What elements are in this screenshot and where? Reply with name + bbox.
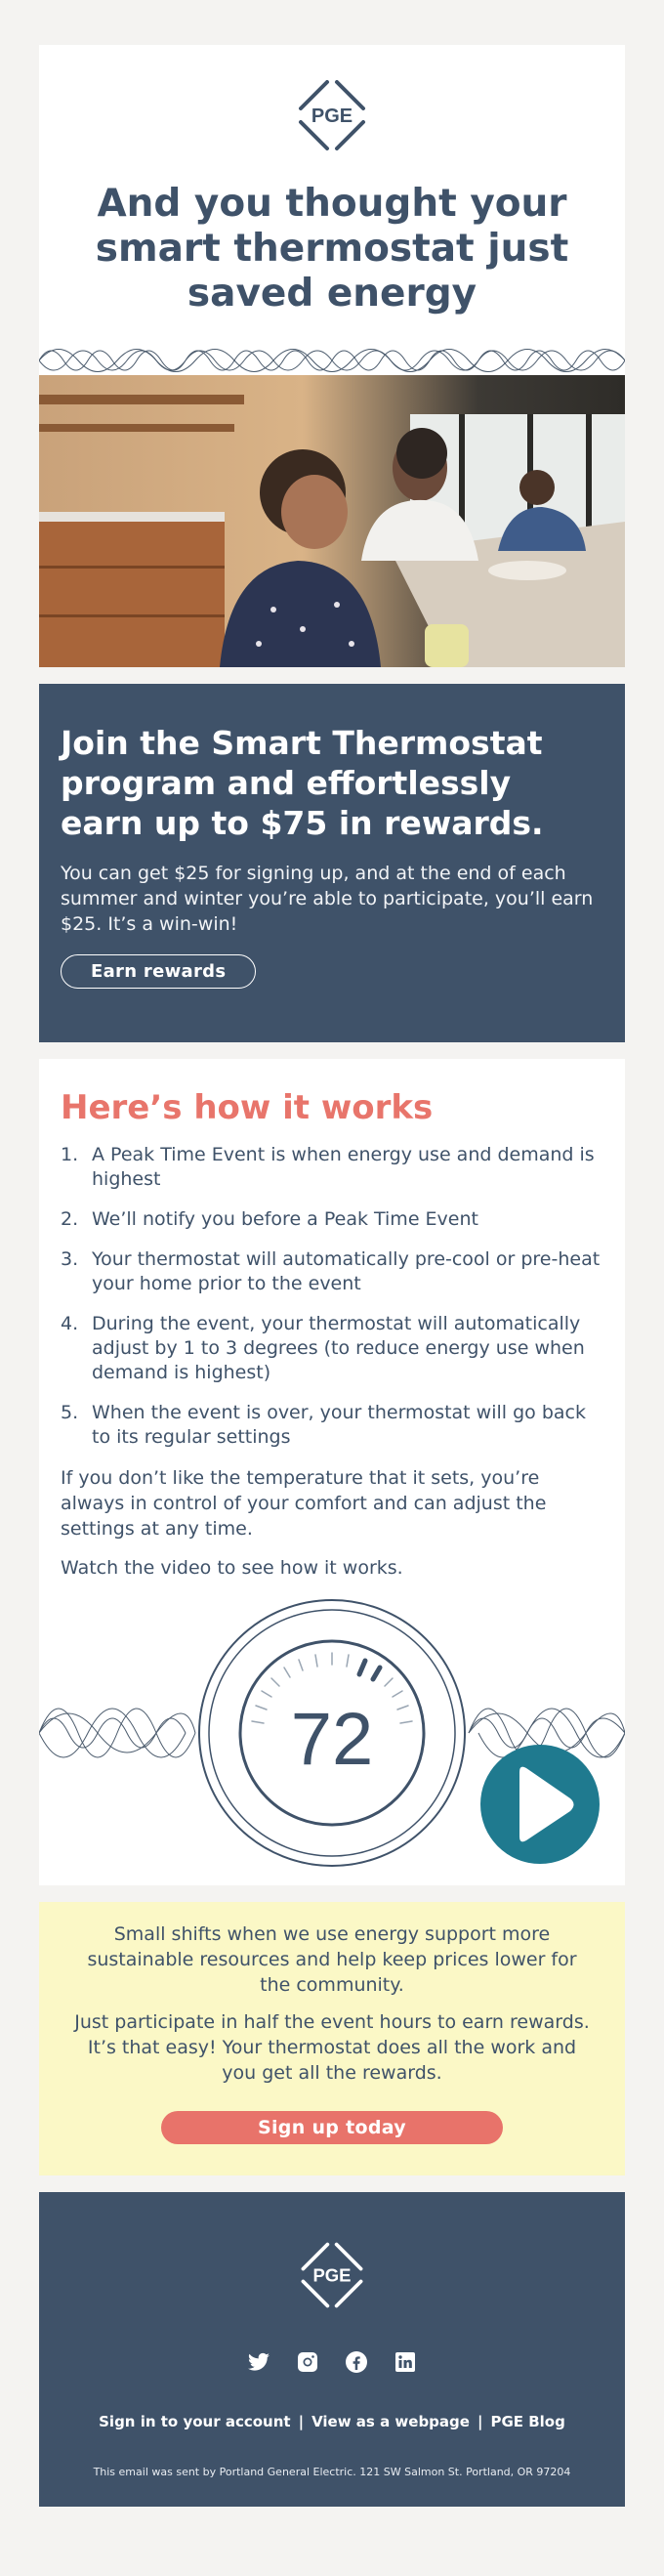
- view-webpage-link[interactable]: View as a webpage: [311, 2413, 470, 2430]
- step-number: 2.: [61, 1208, 79, 1230]
- facebook-icon[interactable]: [345, 2350, 368, 2374]
- control-note: If you don’t like the temperature that it sets, you’re always in control of your comfort and can adjust the settings at any time.: [61, 1467, 547, 1540]
- footer-address: This email was sent by Portland General Electric. 121 SW Salmon St. Portland, OR 97204: [93, 2466, 571, 2478]
- step-number: 4.: [61, 1313, 79, 1334]
- sign-in-link[interactable]: Sign in to your account: [99, 2413, 291, 2430]
- footer: [39, 2192, 625, 2507]
- step-text: When the event is over, your thermostat will go back to its regular settings: [92, 1402, 586, 1448]
- footer-links: [39, 2413, 625, 2430]
- footer-pge-logo[interactable]: [296, 2239, 368, 2315]
- pge-blog-link[interactable]: PGE Blog: [490, 2413, 565, 2430]
- step-item: [61, 1143, 603, 1192]
- step-number: 3.: [61, 1248, 79, 1270]
- hero-title: And you thought your smart thermostat just saved energy: [95, 182, 569, 316]
- logo-text: PGE: [311, 106, 353, 127]
- step-number: 1.: [61, 1144, 79, 1165]
- rewards-section: [39, 684, 625, 1042]
- video-thumbnail[interactable]: [39, 1596, 625, 1870]
- video-prompt: Watch the video to see how it works.: [61, 1557, 403, 1579]
- step-number: 5.: [61, 1402, 79, 1423]
- earn-rewards-button[interactable]: Earn rewards: [61, 954, 256, 989]
- linkedin-icon[interactable]: [394, 2350, 417, 2374]
- step-item: [61, 1207, 603, 1232]
- decorative-waves: [39, 346, 625, 375]
- step-item: [61, 1312, 603, 1385]
- pge-logo[interactable]: [293, 76, 371, 154]
- steps-list: [61, 1143, 603, 1450]
- hero-card: [39, 45, 625, 667]
- step-item: [61, 1401, 603, 1450]
- step-text: A Peak Time Event is when energy use and demand is highest: [92, 1144, 595, 1190]
- play-icon[interactable]: [480, 1745, 600, 1864]
- how-it-works-section: [39, 1059, 625, 1885]
- rewards-body: You can get $25 for signing up, and at the end of each summer and winter you’re able to participate, you’ll earn $25. It’s a win-win!: [61, 863, 594, 935]
- step-item: [61, 1247, 603, 1296]
- step-text: We’ll notify you before a Peak Time Event: [92, 1208, 478, 1230]
- step-text: During the event, your thermostat will automatically adjust by 1 to 3 degrees (to reduce energy use when demand is highest): [92, 1313, 585, 1383]
- signup-text-1: Small shifts when we use energy support more sustainable resources and help keep prices lower for the community.: [87, 1923, 577, 1996]
- signup-text-2: Just participate in half the event hours to earn rewards. It’s that easy! Your thermostat does all the work and you get all the rewards.: [74, 2011, 590, 2084]
- link-separator: |: [477, 2413, 483, 2430]
- instagram-icon[interactable]: [296, 2350, 319, 2374]
- email-container: [39, 0, 625, 2507]
- twitter-icon[interactable]: [247, 2350, 270, 2374]
- sign-up-button[interactable]: Sign up today: [161, 2111, 503, 2144]
- step-text: Your thermostat will automatically pre-cool or pre-heat your home prior to the event: [92, 1248, 601, 1294]
- how-heading: Here’s how it works: [61, 1088, 434, 1127]
- signup-section: [39, 1902, 625, 2175]
- thermostat-reading: 72: [290, 1698, 374, 1781]
- footer-logo-text: PGE: [312, 2264, 352, 2286]
- social-links: [39, 2350, 625, 2374]
- rewards-heading: Join the Smart Thermostat program and effortlessly earn up to $75 in rewards.: [61, 724, 544, 842]
- link-separator: |: [298, 2413, 305, 2430]
- hero-photo: [39, 375, 625, 667]
